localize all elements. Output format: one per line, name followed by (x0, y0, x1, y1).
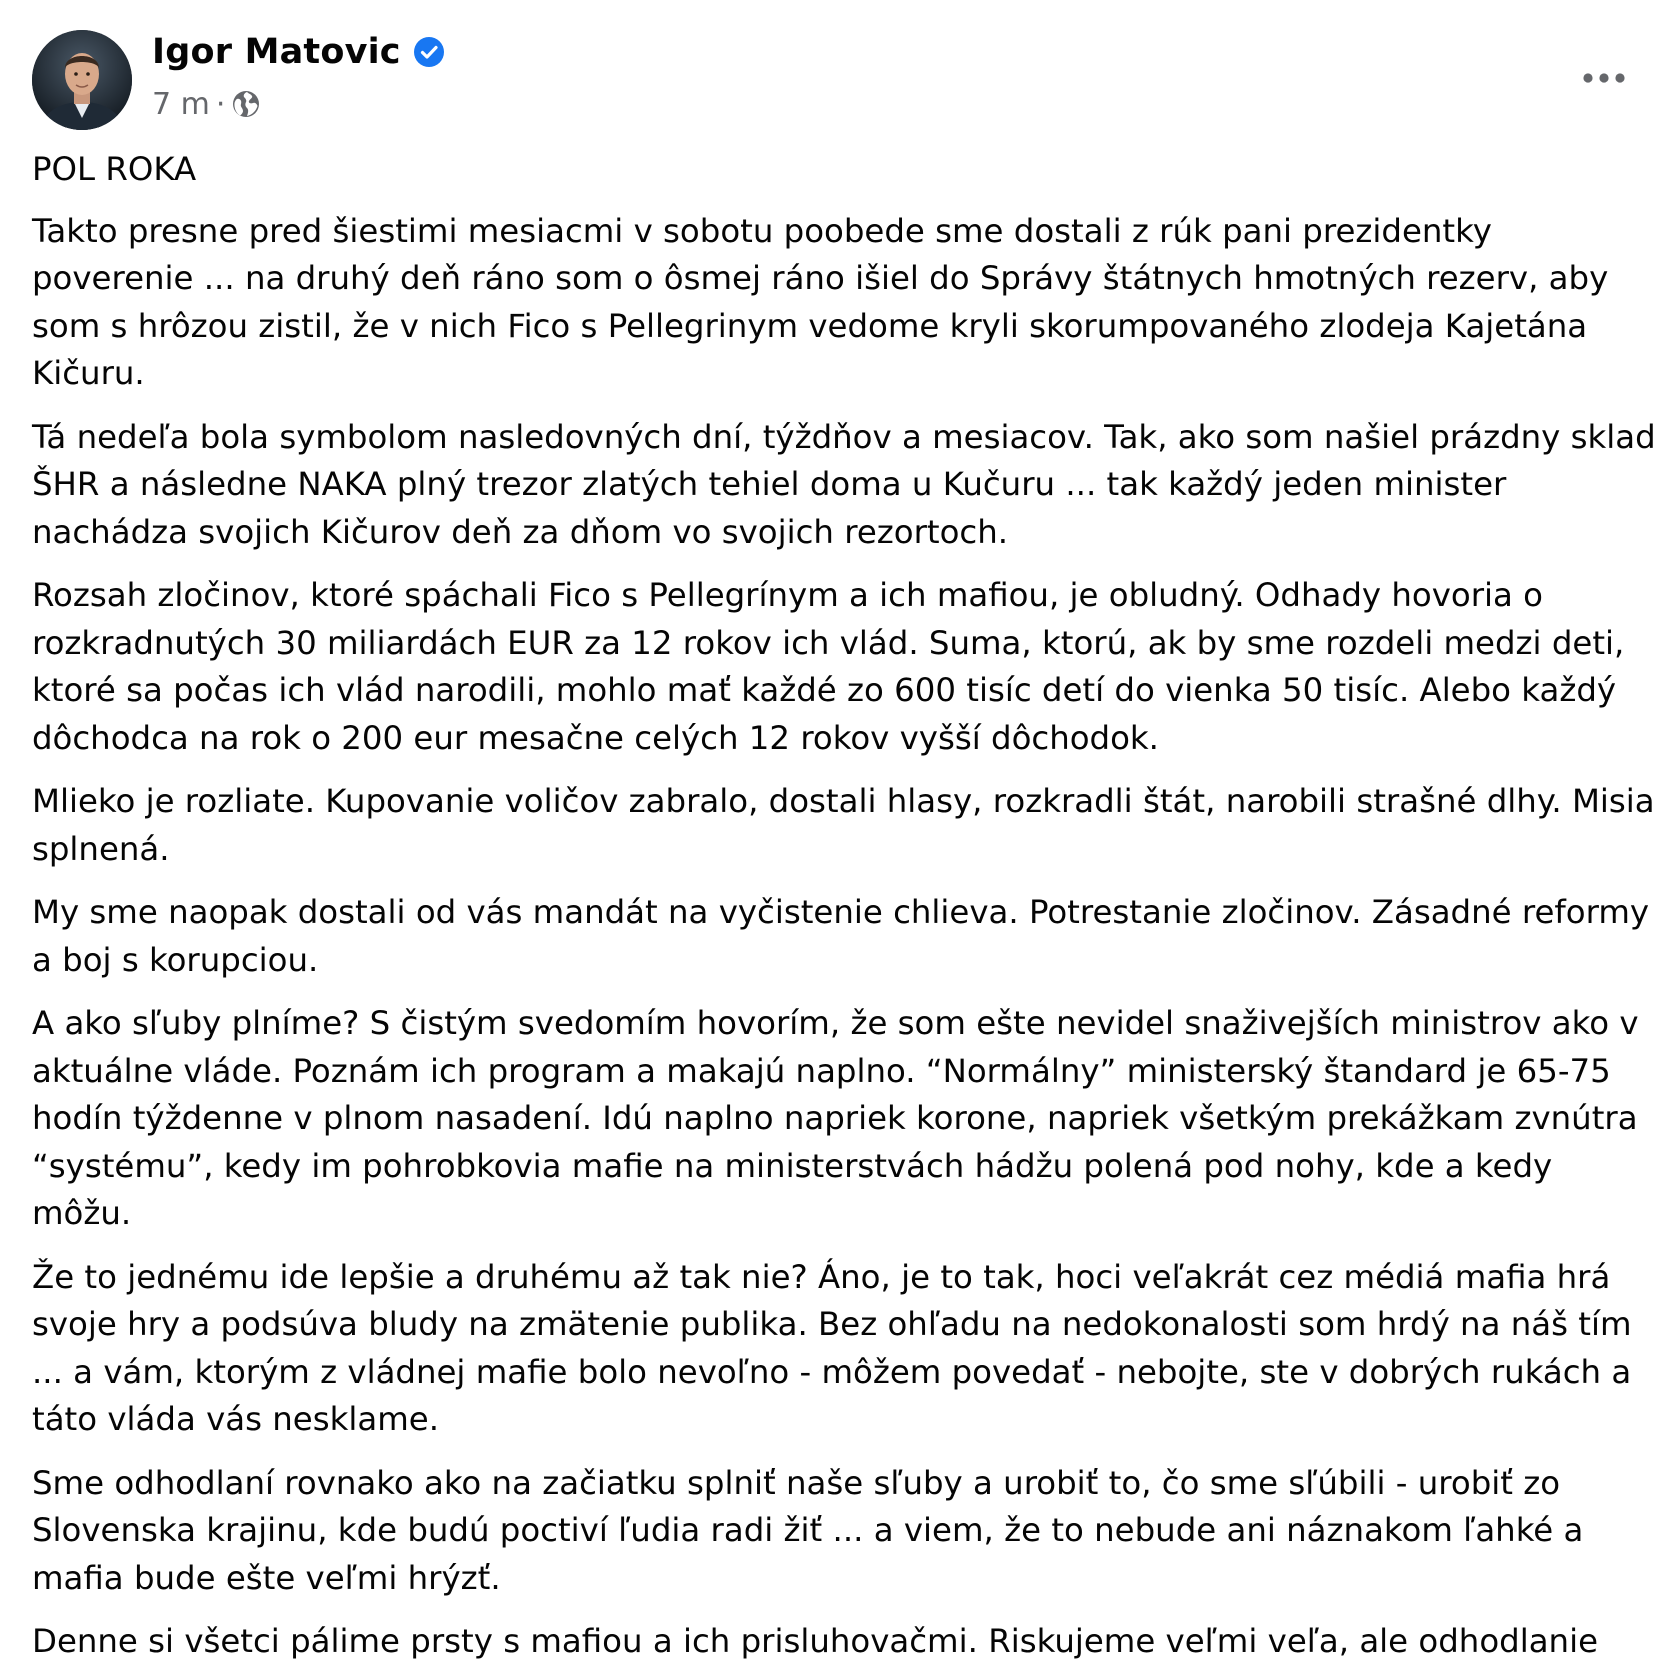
post-paragraph: Rozsah zločinov, ktoré spáchali Fico s Pellegrínym a ich mafiou, je obludný. Odhady hovoria o rozkradnutých 30 miliardách EUR za 12 rokov ich vlád. Suma, ktorú, ak by sme rozdeli medzi deti, ktoré sa počas ich vlád narodili, mohlo mať každé zo 600 tisíc detí do vienka 50 tisíc. Alebo každý dôchodca na rok o 200 eur mesačne celých 12 rokov vyšší dôchodok. (32, 576, 1625, 757)
post-paragraph: Že to jednému ide lepšie a druhému až tak nie? Áno, je to tak, hoci veľakrát cez médiá mafia hrá svoje hry a podsúva bludy na zmätenie publika. Bez ohľadu na nedokonalosti som hrdý na náš tím ... a vám, ktorým z vládnej mafie bolo nevoľno - môžem povedať - nebojte, ste v dobrých rukách a táto vláda vás nesklame. (32, 1257, 1632, 1438)
author-avatar[interactable] (32, 30, 132, 130)
post-title: POL ROKA (32, 150, 197, 188)
post-paragraph: A ako sľuby plníme? S čistým svedomím hovorím, že som ešte nevidel snaživejších ministrov ako v aktuálne vláde. Poznám ich program a makajú naplno. “Normálny” ministerský štandard je 65-75 hodín týždenne v plnom nasadení. Idú naplno napriek korone, napriek všetkým prekážkam zvnútra “systému”, kedy im pohrobkovia mafie na ministerstvách hádžu polená pod nohy, kde a kedy môžu. (32, 1004, 1639, 1232)
post-paragraph: Tá nedeľa bola symbolom nasledovných dní, týždňov a mesiacov. Tak, ako som našiel prázdny sklad ŠHR a následne NAKA plný trezor zlatých tehiel doma u Kučuru ... tak každý jeden minister nachádza svojich Kičurov deň za dňom vo svojich rezortoch. (32, 417, 1656, 551)
post-body (32, 146, 1657, 1680)
more-horizontal-icon (1582, 72, 1626, 84)
post-meta (152, 82, 261, 126)
post-timestamp[interactable]: 7 m (152, 86, 210, 122)
avatar-photo (32, 30, 132, 130)
post-paragraph: Mlieko je rozliate. Kupovanie voličov zabralo, dostali hlasy, rozkradli štát, narobili strašné dlhy. Misia splnená. (32, 782, 1655, 868)
post-header (32, 30, 1648, 130)
post-paragraph: Sme odhodlaní rovnako ako na začiatku splniť naše sľuby a urobiť to, čo sme sľúbili - urobiť zo Slovenska krajinu, kde budú poctiví ľudia radi žiť ... a viem, že to nebude ani náznakom ľahké a mafia bude ešte veľmi hrýzť. (32, 1463, 1584, 1597)
post-options-button[interactable] (1572, 56, 1636, 100)
post-paragraph: Denne si všetci pálime prsty s mafiou a ich prisluhovačmi. Riskujeme veľmi veľa, ale odhodlanie (32, 1622, 1598, 1660)
author-name[interactable]: Igor Matovic (152, 32, 401, 72)
post-paragraph: Takto presne pred šiestimi mesiacmi v sobotu poobede sme dostali z rúk pani prezidentky poverenie ... na druhý deň ráno som o ôsmej ráno išiel do Správy štátnych hmotných rezerv, aby som s hrôzou zistil, že v nich Fico s Pellegrinym vedome kryli skorumpovaného zlodeja Kajetána Kičuru. (32, 211, 1609, 392)
post-paragraph: My sme naopak dostali od vás mandát na vyčistenie chlieva. Potrestanie zločinov. Zásadné reformy a boj s korupciou. (32, 893, 1650, 979)
verified-badge-icon (413, 36, 445, 68)
globe-icon[interactable] (231, 89, 261, 119)
author-name-row (152, 30, 445, 74)
meta-separator: · (215, 86, 226, 122)
